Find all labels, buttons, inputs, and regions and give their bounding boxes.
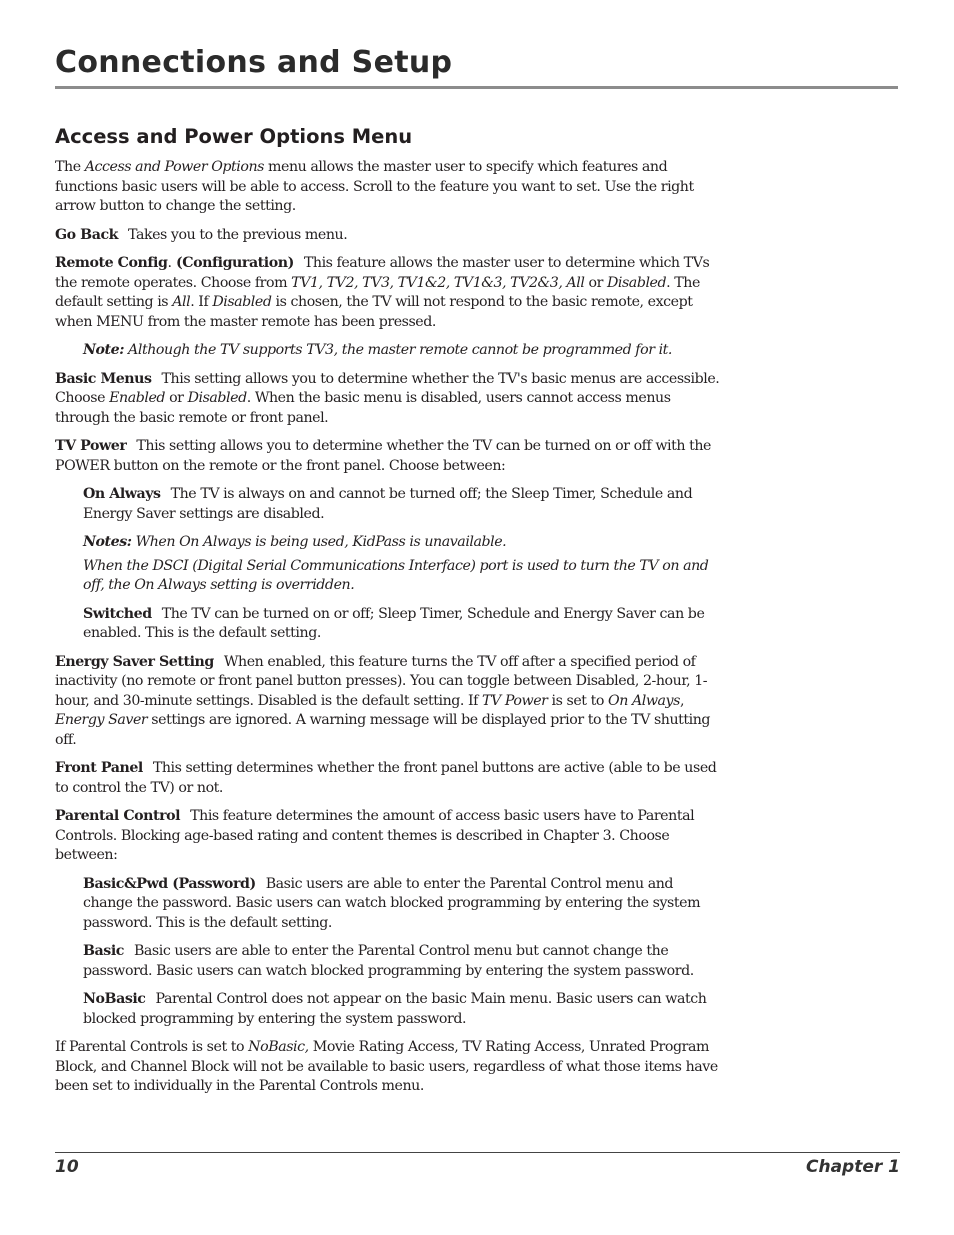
energy-saver-paragraph: Energy Saver Setting When enabled, this feature turns the TV off after a specified period of inactivity (no remote or front panel button presses). You can toggle between Disabled, 2-hour, 1-hour, and 30-minute settings. Disabled is the default setting. If TV Power is set to On Always, Energy Saver settings are ignored. A warning message will be displayed prior to the TV shutting off.: [55, 653, 711, 748]
note-tv3: Note: Although the TV supports TV3, the master remote cannot be programmed for it.: [83, 342, 672, 359]
front-panel-paragraph: Front Panel This setting determines whether the front panel buttons are active (able to be used to control the TV) or not.: [55, 760, 717, 796]
basic-menus-paragraph: Basic Menus This setting allows you to determine whether the TV's basic menus are accessible. Choose Enabled or Disabled. When the basic menu is disabled, users cannot access menus through the basic remote or front panel.: [55, 370, 720, 426]
basic-pwd-paragraph: Basic&Pwd (Password) Basic users are able to enter the Parental Control menu and change the password. Basic users can watch blocked programming by entering the system password. This is the default setting.: [83, 875, 701, 931]
on-always-term: On Always: [83, 486, 161, 503]
remote-config-term: Remote Config. (Configuration): [55, 255, 294, 272]
on-always-paragraph: On Always The TV is always on and cannot be turned off; the Sleep Timer, Schedule and Energy Saver settings are disabled.: [83, 486, 693, 522]
go-back-term: Go Back: [55, 226, 119, 243]
basic-pwd-term: Basic&Pwd (Password): [83, 875, 256, 892]
page-content: [55, 124, 725, 1106]
tv-power-term: TV Power: [55, 438, 127, 455]
front-panel-term: Front Panel: [55, 760, 143, 777]
energy-saver-term: Energy Saver Setting: [55, 653, 214, 670]
closing-paragraph: If Parental Controls is set to NoBasic, Movie Rating Access, TV Rating Access, Unrated Program Block, and Channel Block will not be available to basic users, regardless of what those items have been set to individually in the Parental Controls menu.: [55, 1039, 718, 1095]
intro-paragraph: The Access and Power Options menu allows the master user to specify which features and functions basic users will be able to access. Scroll to the feature you want to set. Use the right arrow button to change the setting.: [55, 159, 694, 215]
parental-control-paragraph: Parental Control This feature determines the amount of access basic users have to Parental Controls. Blocking age-based rating and content themes is described in Chapter 3. Choose between:: [55, 808, 695, 864]
basic-term: Basic: [83, 943, 124, 960]
remote-config-paragraph: Remote Config. (Configuration) This feature allows the master user to determine which TVs the remote operates. Choose from TV1, TV2, TV3, TV1&2, TV1&3, TV2&3, All or Disabled. The default setting is All. If Disabled is chosen, the TV will not respond to the basic remote, except when MENU from the master remote has been pressed.: [55, 255, 710, 330]
footer-divider: [55, 1152, 900, 1153]
tv-power-paragraph: TV Power This setting allows you to determine whether the TV can be turned on or off with the POWER button on the remote or the front panel. Choose between:: [55, 438, 711, 474]
chapter-label: Chapter 1: [805, 1157, 900, 1177]
page-number: 10: [55, 1157, 79, 1177]
go-back-paragraph: Go Back Takes you to the previous menu.: [55, 226, 348, 243]
parental-control-term: Parental Control: [55, 808, 181, 825]
notes-kidpass: Notes: When On Always is being used, KidPass is unavailable.: [83, 534, 507, 551]
page-header-title: Connections and Setup: [55, 45, 453, 80]
nobasic-paragraph: NoBasic Parental Control does not appear on the basic Main menu. Basic users can watch blocked programming by entering the system password.: [83, 991, 707, 1027]
basic-paragraph: Basic Basic users are able to enter the Parental Control menu but cannot change the password. Basic users can watch blocked programming by entering the system password.: [83, 943, 694, 979]
header-divider: [55, 86, 898, 89]
switched-term: Switched: [83, 605, 152, 622]
nobasic-term: NoBasic: [83, 991, 146, 1008]
section-title: Access and Power Options Menu: [55, 125, 413, 148]
note-dsci: When the DSCI (Digital Serial Communications Interface) port is used to turn the TV on and off, the On Always setting is overridden.: [83, 557, 709, 594]
basic-menus-term: Basic Menus: [55, 370, 152, 387]
switched-paragraph: Switched The TV can be turned on or off; Sleep Timer, Schedule and Energy Saver can be enabled. This is the default setting.: [83, 605, 705, 642]
